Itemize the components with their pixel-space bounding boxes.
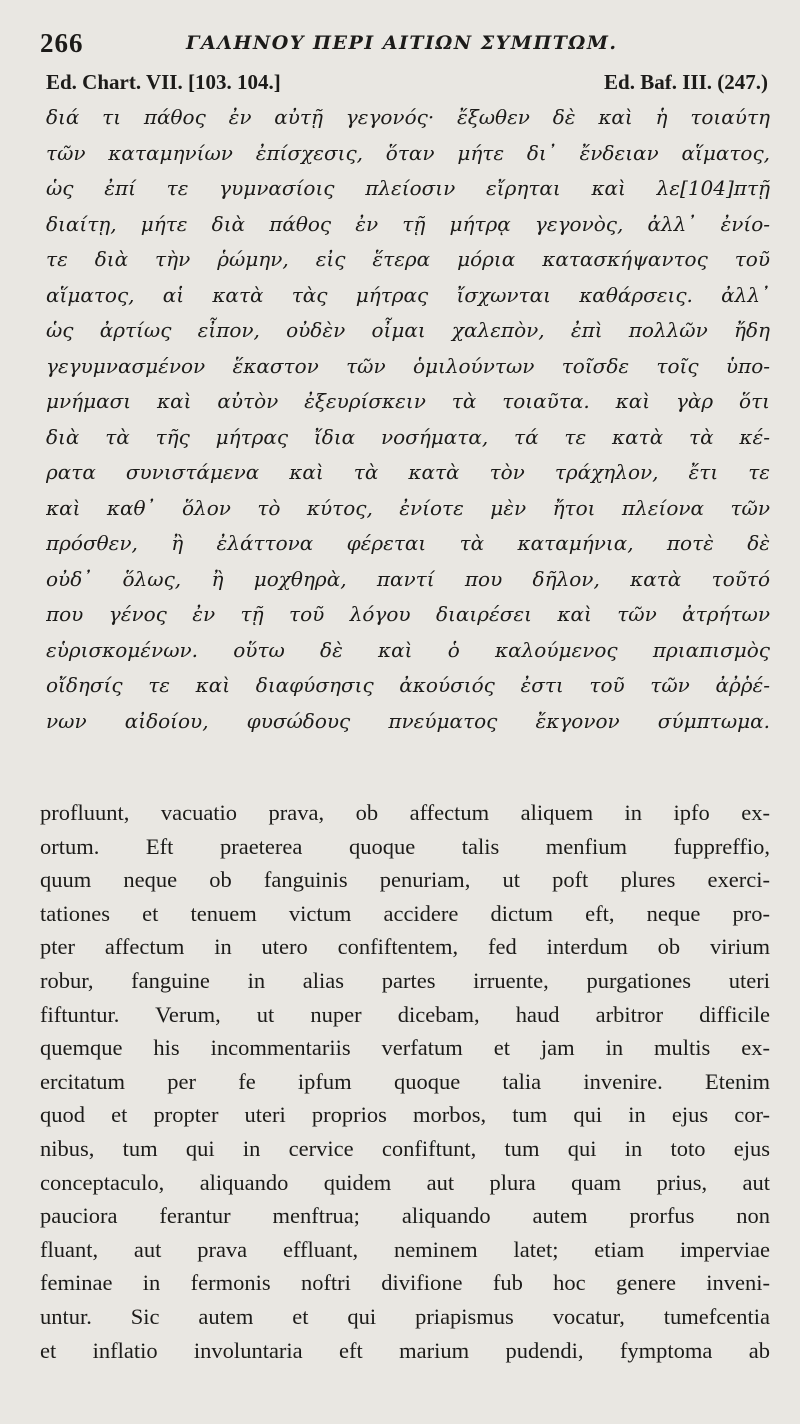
latin-line: quod et propter uteri proprios morbos, tum qui in ejus cor- <box>40 1102 770 1128</box>
latin-line: tationes et tenuem victum accidere dictum eft, neque pro- <box>40 900 770 926</box>
latin-line: quum neque ob fanguinis penuriam, ut poft plures exerci- <box>40 867 770 893</box>
greek-line: τε διὰ τὴν ῥώμην, εἰς ἕτερα μόρια κατασκήψαντος τοῦ <box>46 247 770 271</box>
latin-line: quemque his incommentariis verfatum et jam in multis ex- <box>40 1035 770 1061</box>
greek-line: τῶν καταμηνίων ἐπίσχεσις, ὅταν μήτε δι᾽ ἔνδειαν αἵματος, <box>46 140 770 165</box>
latin-line: fluant, aut prava effluant, neminem latet; etiam imperviae <box>40 1236 770 1262</box>
greek-line: πρόσθεν, ἢ ἐλάττονα φέρεται τὰ καταμήνια, ποτὲ δὲ <box>46 531 770 555</box>
latin-line: fiftuntur. Verum, ut nuper dicebam, haud arbitror difficile <box>40 1001 770 1027</box>
running-head <box>40 28 770 64</box>
latin-line: pter affectum in utero confiftentem, fed interdum ob virium <box>40 934 770 960</box>
greek-line: ὡς ἀρτίως εἶπον, οὐδὲν οἶμαι χαλεπὸν, ἐπὶ πολλῶν ἤδη <box>46 318 770 342</box>
greek-line: οὐδ᾽ ὅλως, ἢ μοχθηρὰ, παντί που δῆλον, κατὰ τοῦτό <box>46 566 770 591</box>
greek-text-block <box>46 100 770 739</box>
latin-line: feminae in fermonis noftri divifione fub hoc genere inveni- <box>40 1270 770 1296</box>
page-number: 266 <box>40 28 84 58</box>
greek-line: διὰ τὰ τῆς μήτρας ἴδια νοσήματα, τά τε κατὰ τὰ κέ- <box>46 424 770 449</box>
latin-text-block <box>40 796 770 1367</box>
latin-line: nibus, tum qui in cervice confiftunt, tum qui in toto ejus <box>40 1135 770 1161</box>
latin-line: pauciora ferantur menftrua; aliquando autem prorfus non <box>40 1203 770 1229</box>
edition-basel-reference: Ed. Baf. III. (247.) <box>604 70 768 94</box>
greek-line: διαίτῃ, μήτε διὰ πάθος ἐν τῇ μήτρᾳ γεγονὸς, ἀλλ᾽ ἐνίο- <box>46 211 770 236</box>
latin-line: profluunt, vacuatio prava, ob affectum aliquem in ipfo ex- <box>40 800 770 825</box>
greek-line: μνήμασι καὶ αὐτὸν ἐξευρίσκειν τὰ τοιαῦτα. καὶ γὰρ ὅτι <box>46 389 770 413</box>
greek-line: που γένος ἐν τῇ τοῦ λόγου διαιρέσει καὶ τῶν ἀτρήτων <box>46 602 770 626</box>
greek-line: αἵματος, αἱ κατὰ τὰς μήτρας ἴσχωνται καθάρσεις. ἀλλ᾽ <box>46 282 770 307</box>
greek-line: νων αἰδοίου, φυσώδους πνεύματος ἔκγονον σύμπτωμα. <box>46 708 770 733</box>
greek-line: ρατα συνιστάμενα καὶ τὰ κατὰ τὸν τράχηλον, ἔτι τε <box>46 460 770 484</box>
latin-line: ercitatum per fe ipfum quoque talia invenire. Etenim <box>40 1068 770 1094</box>
greek-line: εὑρισκομένων. οὕτω δὲ καὶ ὁ καλούμενος πριαπισμὸς <box>46 637 770 662</box>
greek-line: γεγυμνασμένον ἕκαστον τῶν ὁμιλούντων τοῖσδε τοῖς ὑπο- <box>46 353 770 378</box>
latin-line: untur. Sic autem et qui priapismus vocatur, tumefcentia <box>40 1303 770 1329</box>
running-title: ΓΑΛΗΝΟΥ ΠΕΡΙ ΑΙΤΙΩΝ ΣΥΜΠΤΩΜ. <box>186 32 618 54</box>
latin-line: robur, fanguine in alias partes irruente, purgationes uteri <box>40 967 770 993</box>
greek-line: ὡς ἐπί τε γυμνασίοις πλείοσιν εἴρηται καὶ λε[104]πτῇ <box>46 176 770 200</box>
edition-chart-reference: Ed. Chart. VII. [103. 104.] <box>46 70 281 94</box>
latin-line: conceptaculo, aliquando quidem aut plura quam prius, aut <box>40 1169 770 1195</box>
latin-line: et inflatio involuntaria eft marium pudendi, fymptoma ab <box>40 1337 770 1363</box>
greek-line: καὶ καθ᾽ ὅλον τὸ κύτος, ἐνίοτε μὲν ἤτοι πλείονα τῶν <box>46 495 770 520</box>
greek-line: οἴδησίς τε καὶ διαφύσησις ἀκούσιός ἐστι τοῦ τῶν ἀῤῥέ- <box>46 673 770 697</box>
edition-references <box>46 70 768 100</box>
greek-line: διά τι πάθος ἐν αὐτῇ γεγονός· ἔξωθεν δὲ καὶ ἡ τοιαύτη <box>46 105 770 129</box>
latin-line: ortum. Eft praeterea quoque talis menfium fuppreffio, <box>40 833 770 859</box>
